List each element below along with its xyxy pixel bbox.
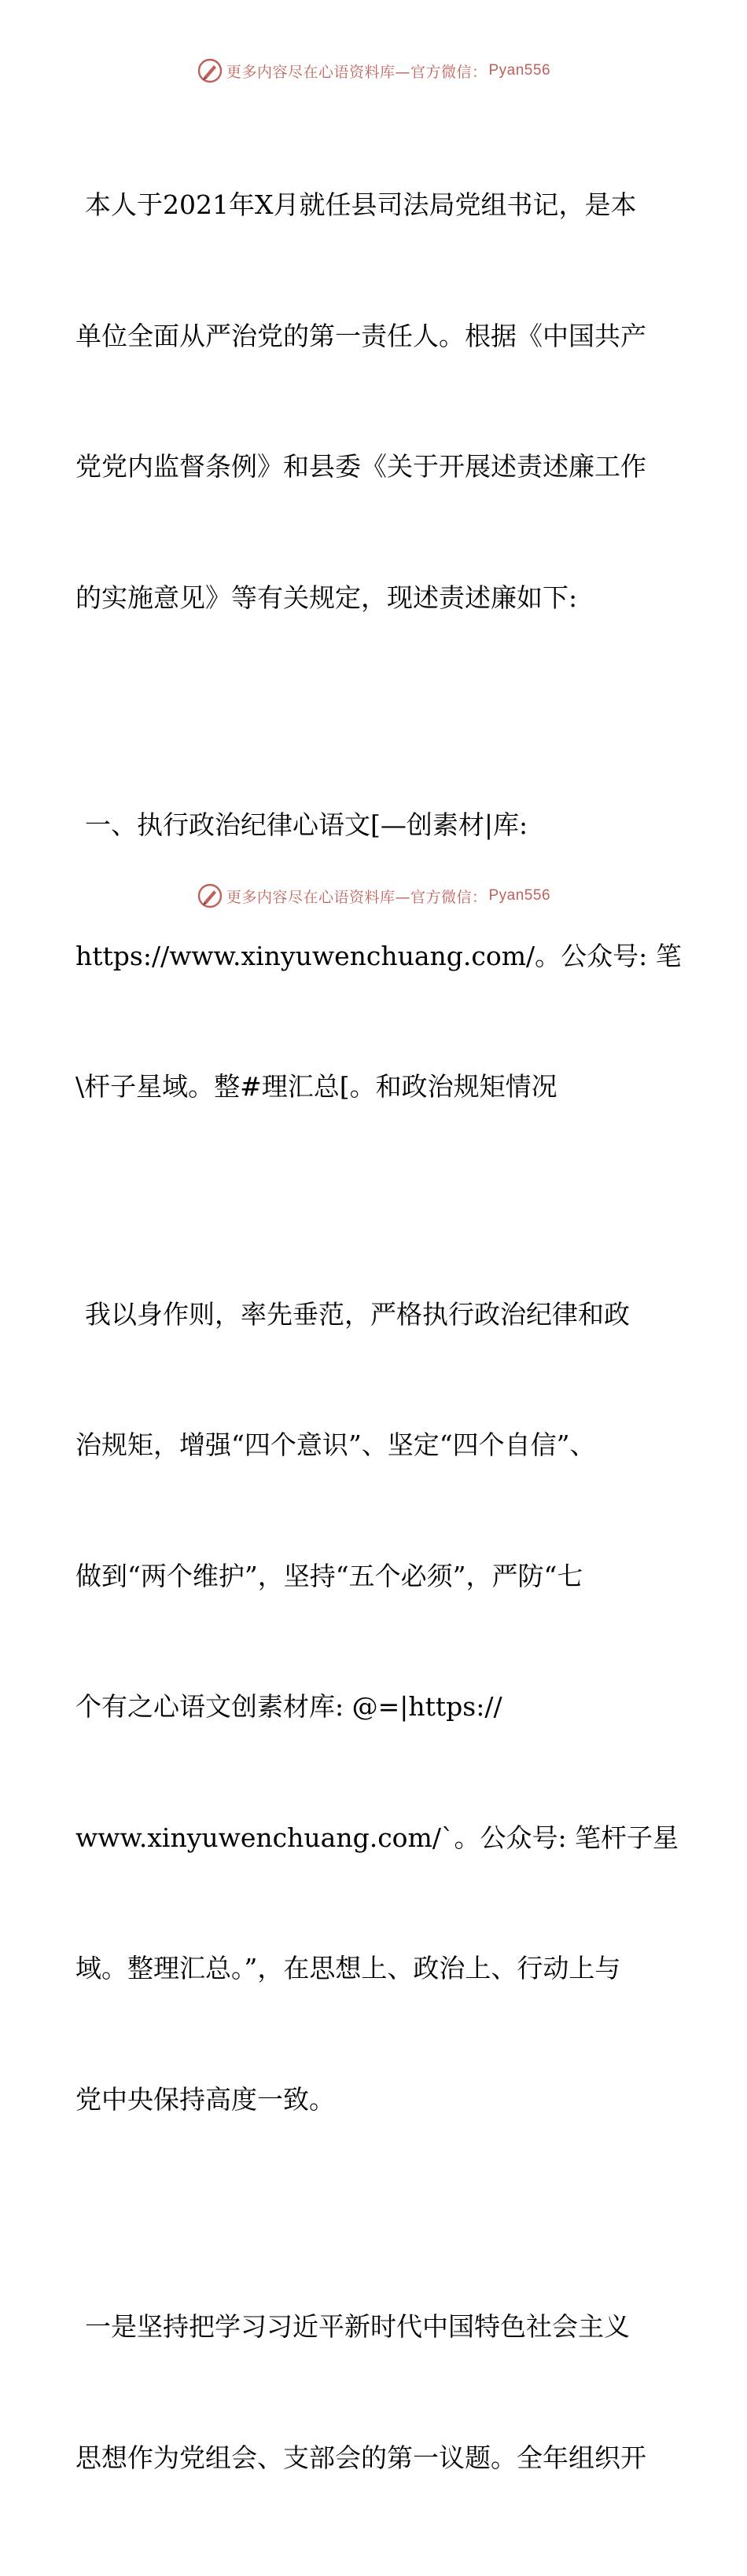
text-line: 党党内监督条例》和县委《关于开展述责述廉工作: [75, 451, 646, 482]
section-heading-1: [75, 716, 682, 1196]
banner-wechat-id: Pyan556: [488, 887, 551, 904]
footer-watermark-banner: [0, 880, 747, 912]
text-line: 一是坚持把学习习近平新时代中国特色社会主义: [85, 2311, 630, 2342]
paragraph-study: [75, 2218, 673, 2567]
paragraph-discipline: [75, 1205, 679, 2209]
text-line: 我以身作则，率先垂范，严格执行政治纪律和政: [85, 1298, 630, 1330]
text-line: 思想作为党组会、支部会的第一议题。全年组织开: [75, 2442, 646, 2473]
text-line: 本人于2021年X月就任县司法局党组书记，是本: [85, 189, 637, 220]
text-line: 域。整理汇总。”，在思想上、政治上、行动上与: [75, 1953, 621, 1983]
header-watermark-banner: [0, 55, 747, 86]
text-line: 的实施意见》等有关规定，现述责述廉如下:: [75, 582, 578, 613]
document-body: [75, 96, 682, 2576]
banner-text: 更多内容尽在心语资料库—官方微信：: [226, 63, 488, 81]
pen-logo-icon: [197, 57, 223, 84]
text-line: 个有之心语文创素材库: @=|https://: [75, 1691, 502, 1722]
banner-wechat-id: Pyan556: [488, 62, 551, 79]
banner-text: 更多内容尽在心语资料库—官方微信：: [226, 888, 488, 906]
text-line: \杆子星域。整#理汇总[。和政治规矩情况: [75, 1071, 557, 1102]
text-line: 治规矩，增强“四个意识”、坚定“四个自信”、: [75, 1429, 596, 1460]
text-line: www.xinyuwenchuang.com/`。公众号: 笔杆子星: [75, 1822, 679, 1853]
text-line: 一、执行政治纪律心语文[—创素材|库:: [85, 809, 528, 840]
text-line: 党中央保持高度一致。: [75, 2083, 335, 2115]
text-line: 做到“两个维护”，坚持“五个必须”，严防“七: [75, 1560, 583, 1591]
text-line: https://www.xinyuwenchuang.com/。公众号: 笔: [75, 940, 682, 971]
paragraph-intro: [75, 96, 673, 706]
pen-logo-icon: [197, 883, 223, 909]
text-line: 单位全面从严治党的第一责任人。根据《中国共产: [75, 320, 646, 351]
